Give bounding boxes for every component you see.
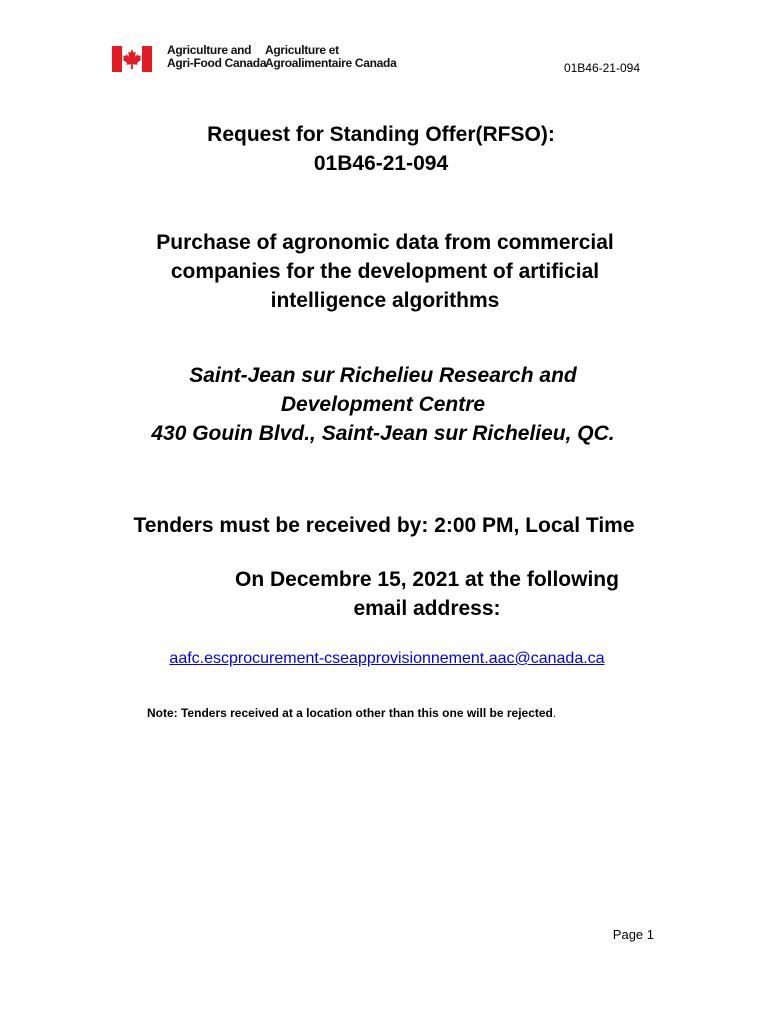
purpose-line: Purchase of agronomic data from commercial [156,231,614,254]
purpose-heading [0,228,770,315]
department-name-english-line: Agri-Food Canada [167,56,267,70]
date-heading [42,565,770,623]
canada-flag-icon [112,46,152,72]
deadline-line: Tenders must be received by: 2:00 PM, Local Time [133,514,635,537]
department-name-french-line: Agriculture et [265,43,339,57]
reference-number: 01B46-21-094 [563,61,640,75]
deadline-heading [0,511,769,540]
department-name-english-line: Agriculture and [167,43,252,57]
department-name-french [265,44,396,70]
department-name-english [167,44,266,70]
purpose-line: intelligence algorithms [270,289,500,312]
title-line: Request for Standing Offer(RFSO): [207,123,555,146]
location-line: Development Centre [280,393,486,416]
purpose-line: companies for the development of artificial [170,260,600,283]
rejection-note-period: . [552,706,557,720]
location-line: Saint-Jean sur Richelieu Research and [189,364,577,387]
date-line: email address: [353,597,501,620]
location-line: 430 Gouin Blvd., Saint-Jean sur Richelieu, QC. [151,422,615,445]
rejection-note [147,706,556,720]
location-heading [0,361,768,448]
rejection-note-text: Note: Tenders received at a location other than this one will be rejected [147,706,553,720]
date-line: On Decembre 15, 2021 at the following [235,568,619,591]
department-name-french-line: Agroalimentaire Canada [265,56,397,70]
page-number: Page 1 [612,927,654,942]
submission-email-link[interactable]: aafc.escprocurement-cseapprovisionnement.aac@canada.ca [169,650,605,667]
document-title [0,120,766,178]
title-line: 01B46-21-094 [313,152,449,175]
